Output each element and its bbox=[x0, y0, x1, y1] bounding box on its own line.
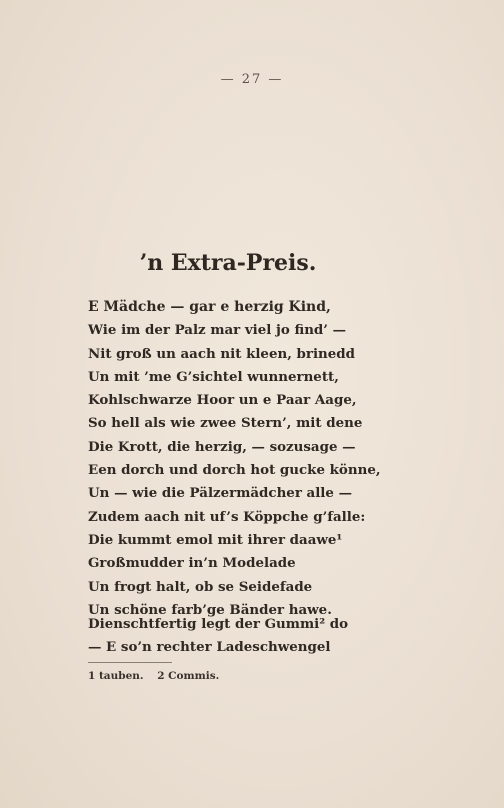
poem-line: Nit groß un aach nit kleen, brinedd bbox=[88, 345, 356, 362]
footnotes bbox=[88, 670, 219, 682]
poem-line: Die kummt emol mit ihrer daawe¹ bbox=[88, 531, 343, 548]
footnote-divider bbox=[88, 662, 172, 663]
poem-line: E Mädche — gar e herzig Kind, bbox=[88, 299, 331, 315]
footnote-2: 2 Commis. bbox=[157, 670, 220, 682]
poem-line: Un mit ’me G’sichtel wunnernett, bbox=[88, 368, 339, 385]
poem-title: ’n Extra-Preis. bbox=[139, 250, 317, 276]
poem-line: Een dorch und dorch hot gucke könne, bbox=[88, 462, 381, 479]
poem-line: Die Krott, die herzig, — sozusage — bbox=[88, 438, 356, 455]
poem-line: Zudem aach nit uf’s Köppche g’falle: bbox=[88, 508, 366, 525]
poem-line: Un schöne farb’ge Bänder hawe. bbox=[88, 601, 332, 618]
page-number: — 27 — bbox=[220, 72, 284, 87]
footnote-1: 1 tauben. bbox=[88, 670, 144, 682]
stanza-2 bbox=[88, 613, 348, 660]
stanza-1 bbox=[88, 296, 381, 622]
poem-line: — E so’n rechter Ladeschwengel bbox=[88, 639, 331, 656]
poem-line: So hell als wie zwee Stern’, mit dene bbox=[88, 415, 363, 432]
poem-line: Wie im der Palz mar viel jo find’ — bbox=[88, 322, 347, 339]
poem-line: Dienschtfertig legt der Gummi² do bbox=[88, 616, 349, 632]
poem-line: Kohlschwarze Hoor un e Paar Aage, bbox=[88, 392, 357, 409]
poem-line: Un frogt halt, ob se Seidefade bbox=[88, 578, 313, 595]
poem-line: Großmudder in’n Modelade bbox=[88, 555, 296, 572]
poem-line: Un — wie die Pälzermädcher alle — bbox=[88, 485, 352, 502]
